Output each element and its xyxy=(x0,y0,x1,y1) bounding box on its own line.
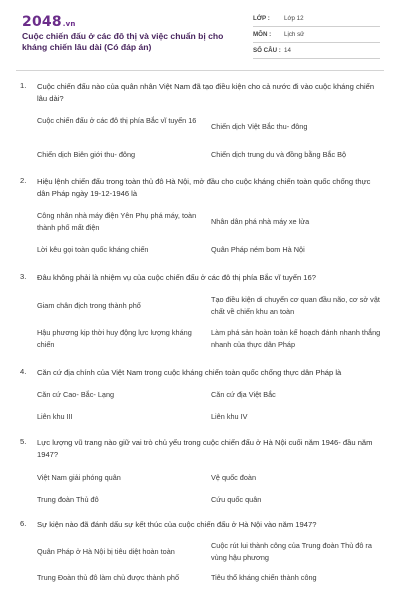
page-title: Cuộc chiến đấu ở các đô thị và việc chuẩn bị cho kháng chiến lâu dài (Có đáp án) xyxy=(22,31,224,52)
option-d[interactable]: Chiến dịch trung du và đồng bằng Bắc Bộ xyxy=(211,150,347,159)
option-b[interactable]: Chiến dịch Việt Bắc thu- đông xyxy=(211,122,308,131)
option-c[interactable]: Hậu phương kịp thời huy động lực lượng kháng chiến xyxy=(37,328,192,349)
option-d[interactable]: Tiêu thổ kháng chiến thành công xyxy=(211,573,317,582)
meta-value: Lịch sử xyxy=(284,31,305,38)
option-b[interactable]: Nhân dân phá nhà máy xe lửa xyxy=(211,217,310,226)
option-d[interactable]: Làm phá sản hoàn toàn kế hoạch đánh nhanh thắng nhanh của thực dân Pháp xyxy=(211,328,381,349)
header-divider xyxy=(16,70,384,71)
option-b[interactable]: Vệ quốc đoàn xyxy=(211,473,257,482)
question-text: Căn cứ địa chính của Việt Nam trong cuộc kháng chiến toàn quốc chống thực dân Pháp là xyxy=(37,368,342,377)
option-a[interactable]: Công nhân nhà máy điện Yên Phụ phá máy, toàn thành phố mất điện xyxy=(37,211,197,232)
option-a[interactable]: Giam chân địch trong thành phố xyxy=(37,301,141,310)
option-c[interactable]: Trung Đoàn thủ đô làm chủ được thành phố xyxy=(37,573,180,582)
meta-label: LỚP : xyxy=(253,15,270,22)
option-d[interactable]: Quân Pháp ném bom Hà Nội xyxy=(211,245,305,254)
option-a[interactable]: Việt Nam giải phóng quân xyxy=(37,473,121,482)
question-number: 3. xyxy=(20,272,27,281)
question-text: Lực lượng vũ trang nào giữ vai trò chủ yếu trong cuộc chiến đấu ở Hà Nội cuối năm 1946- đầu năm 1947? xyxy=(37,438,373,459)
option-a[interactable]: Quân Pháp ở Hà Nội bị tiêu diệt hoàn toàn xyxy=(37,547,175,556)
question-number: 5. xyxy=(20,437,27,446)
meta-value: Lớp 12 xyxy=(284,15,304,22)
question-number: 4. xyxy=(20,367,27,376)
meta-label: SỐ CÂU : xyxy=(253,47,281,54)
logo-suffix: .vn xyxy=(62,20,76,28)
question-number: 1. xyxy=(20,81,27,90)
logo-main: 2048 xyxy=(22,14,62,30)
option-b[interactable]: Căn cứ địa Việt Bắc xyxy=(211,390,276,399)
option-b[interactable]: Tạo điều kiện di chuyển cơ quan đầu não, cơ sở vật chất về chiến khu an toàn xyxy=(211,295,380,316)
option-d[interactable]: Liên khu IV xyxy=(211,412,248,421)
option-b[interactable]: Cuộc rút lui thành công của Trung đoàn Thủ đô ra vùng hậu phương xyxy=(211,541,372,562)
meta-row-count xyxy=(253,43,380,59)
option-a[interactable]: Cuộc chiến đấu ở các đô thị phía Bắc vĩ tuyến 16 xyxy=(37,116,197,125)
meta-row-subject xyxy=(253,27,380,43)
option-d[interactable]: Cứu quốc quân xyxy=(211,495,262,504)
question-number: 2. xyxy=(20,176,27,185)
option-c[interactable]: Chiến dịch Biên giới thu- đông xyxy=(37,150,136,159)
question-number: 6. xyxy=(20,519,27,528)
meta-value: 14 xyxy=(284,47,291,54)
option-c[interactable]: Trung đoàn Thủ đô xyxy=(37,495,99,504)
meta-row-class xyxy=(253,11,380,27)
question-text: Sự kiện nào đã đánh dấu sự kết thúc của cuộc chiến đấu ở Hà Nội vào năm 1947? xyxy=(37,520,317,529)
question-text: Cuộc chiến đấu nào của quân nhân Việt Nam đã tạo điều kiện cho cả nước đi vào cuộc kháng chiến lâu dài? xyxy=(37,82,375,103)
option-c[interactable]: Liên khu III xyxy=(37,412,73,421)
meta-label: MÔN : xyxy=(253,31,272,38)
worksheet-header xyxy=(0,0,400,70)
question-text: Đâu không phải là nhiệm vụ của cuộc chiến đấu ở các đô thị phía Bắc vĩ tuyến 16? xyxy=(37,273,316,282)
option-c[interactable]: Lời kêu gọi toàn quốc kháng chiến xyxy=(37,245,149,254)
site-logo[interactable] xyxy=(22,14,76,30)
option-a[interactable]: Căn cứ Cao- Bắc- Lạng xyxy=(37,390,115,399)
meta-panel xyxy=(253,11,380,59)
question-text: Hiệu lệnh chiến đấu trong toàn thủ đô Hà Nội, mở đầu cho cuộc kháng chiến toàn quốc chống thực dân Pháp ngày 19-12-1946 là xyxy=(37,177,371,198)
